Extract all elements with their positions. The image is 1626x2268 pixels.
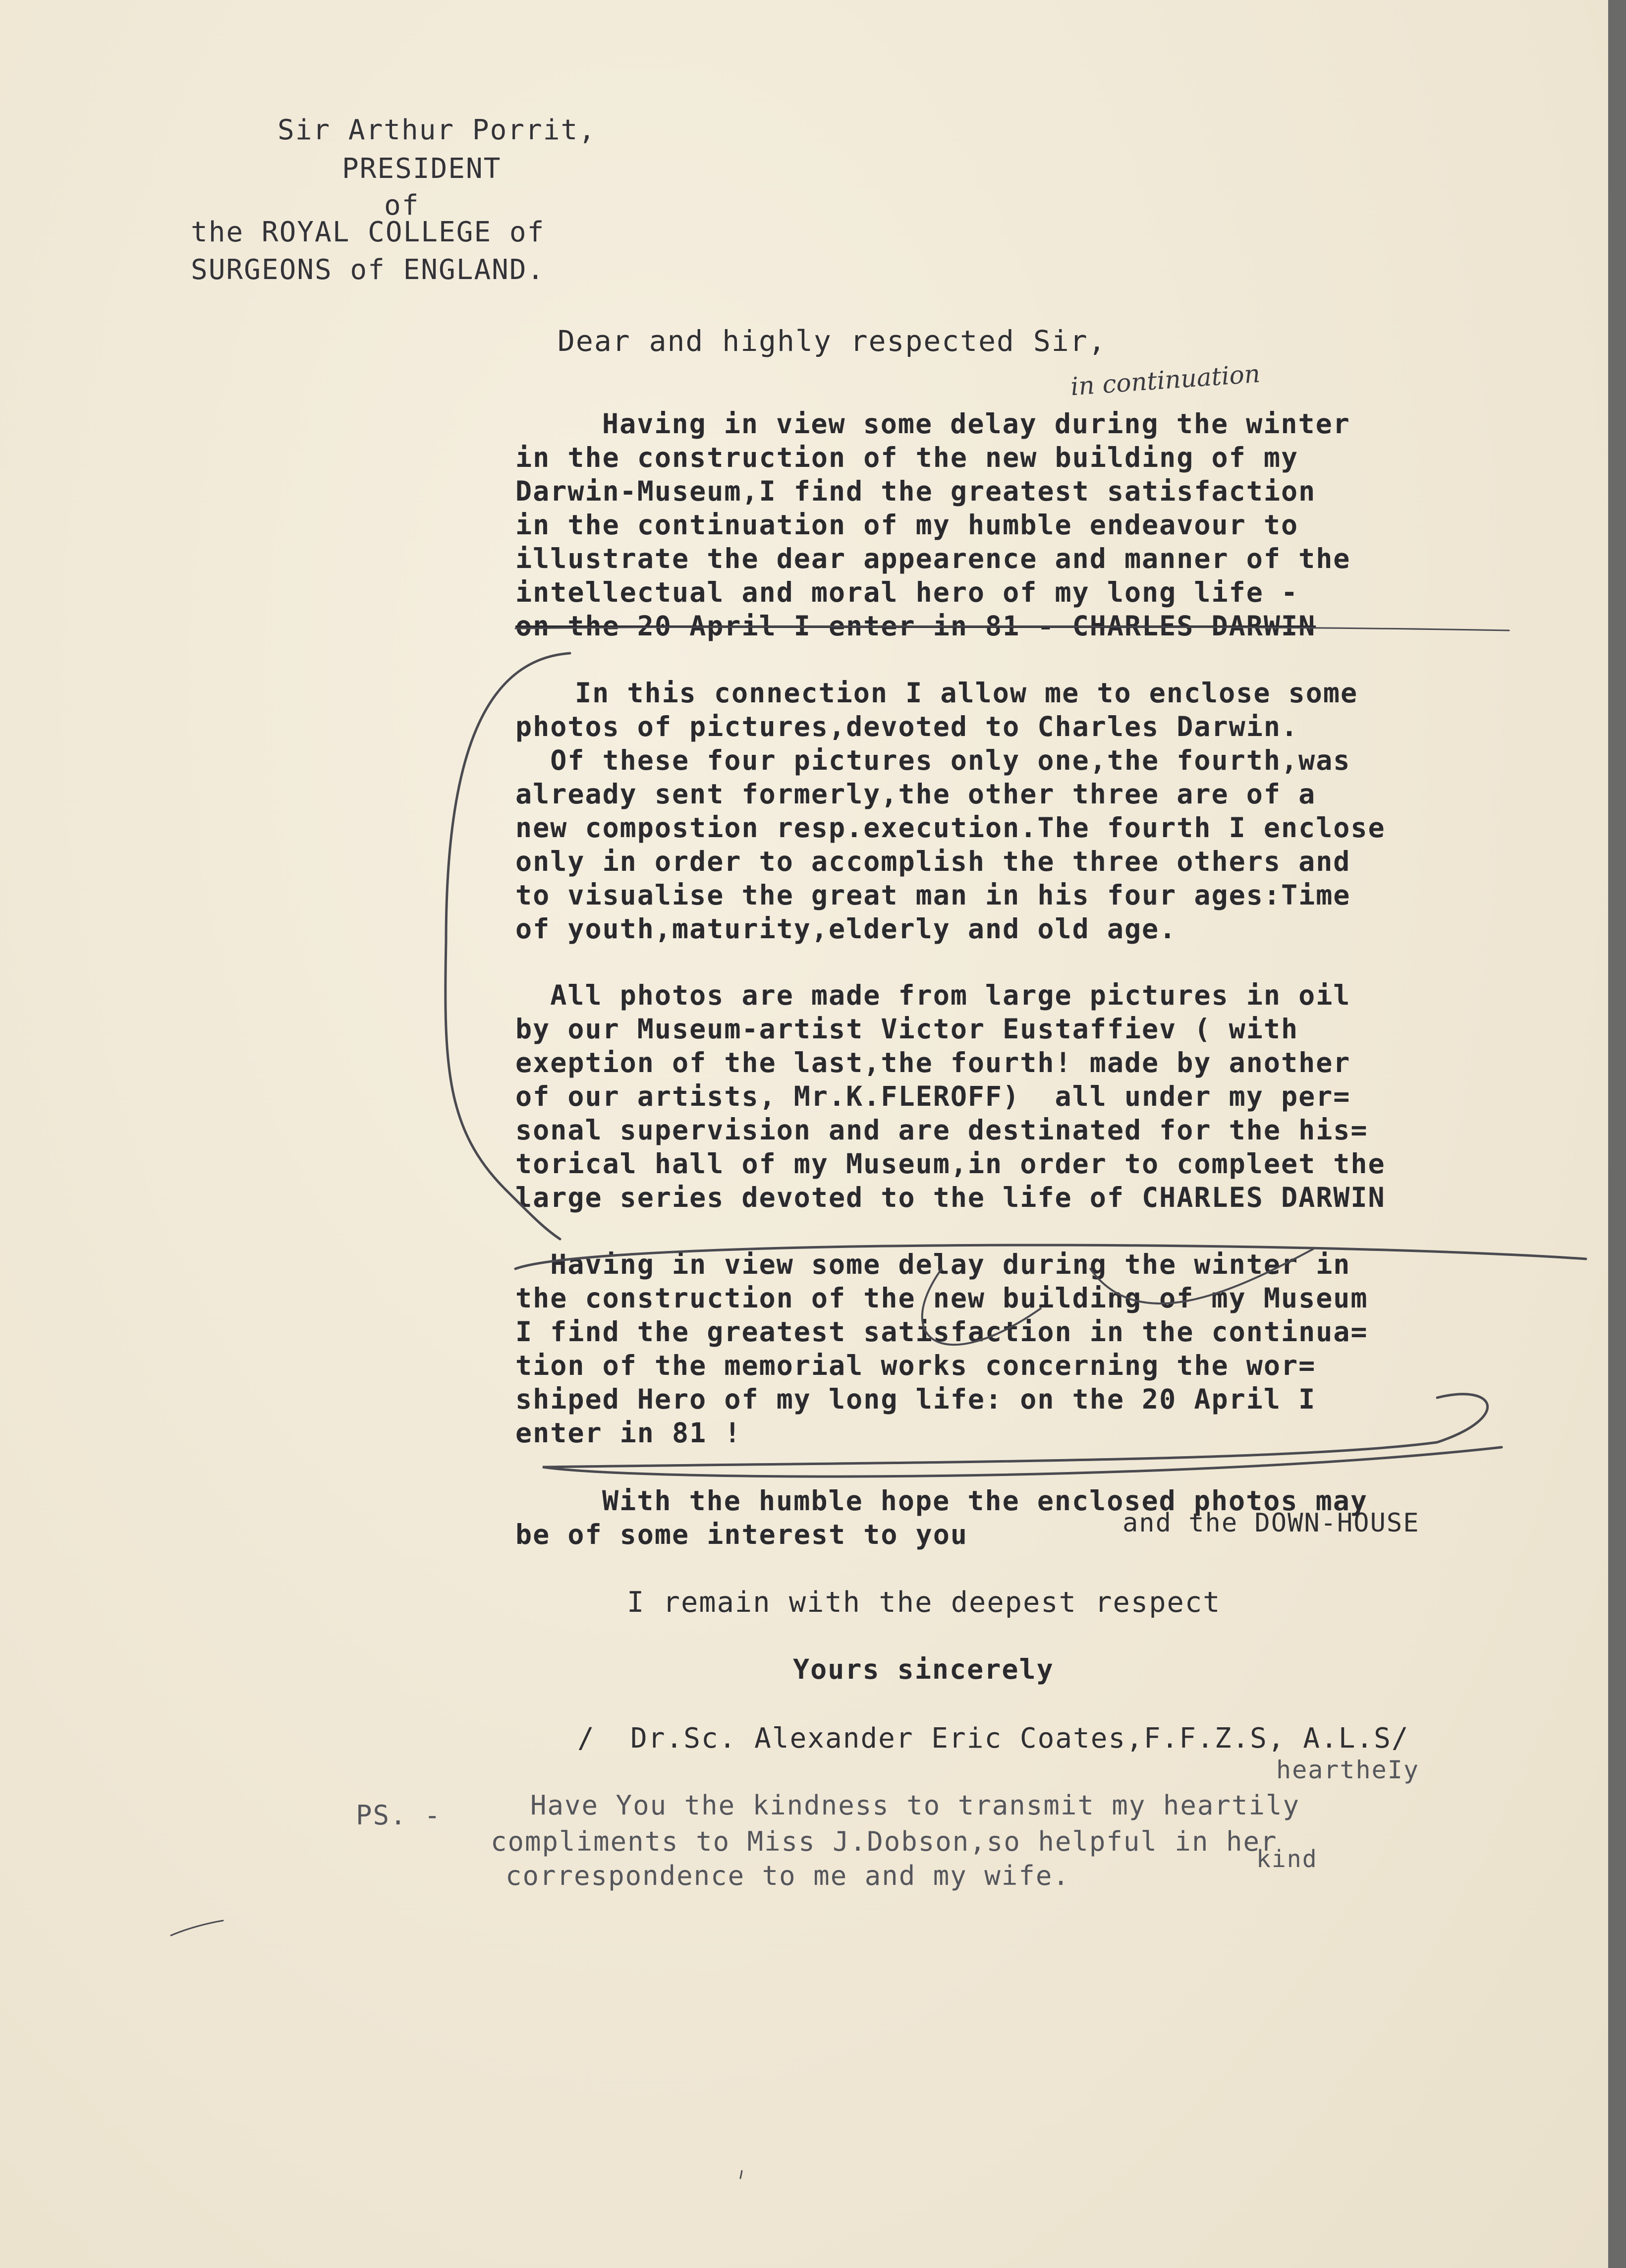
para2-line-1: In this connection I allow me to enclose some xyxy=(575,677,1358,709)
para2-line-6: only in order to accomplish the three others and xyxy=(515,846,1351,877)
para3-line-5: sonal supervision and are destinated for the his= xyxy=(515,1114,1368,1146)
para2-line-2: photos of pictures,devoted to Charles Darwin. xyxy=(515,711,1299,742)
closing-line-2: be of some interest to you xyxy=(515,1519,968,1550)
ps-above-insert: heartheIy xyxy=(1276,1756,1419,1784)
para2-line-5: new compostion resp.execution.The fourth I enclose xyxy=(515,812,1386,844)
para1-line-3: Darwin-Museum,I find the greatest satisfaction xyxy=(515,475,1316,507)
para1-line-1: Having in view some delay during the winter xyxy=(602,408,1350,440)
para2-line-3: Of these four pictures only one,the fourth,was xyxy=(515,744,1351,776)
address-line-5: SURGEONS of ENGLAND. xyxy=(191,254,545,286)
signature-line: / Dr.Sc. Alexander Eric Coates,F.F.Z.S, A.L.S/ xyxy=(577,1722,1409,1755)
closing-yours: Yours sincerely xyxy=(793,1653,1054,1685)
address-line-1: Sir Arthur Porrit, xyxy=(278,114,596,146)
para1-line-6: intellectual and moral hero of my long life - xyxy=(515,576,1299,608)
ps-line-2: compliments to Miss J.Dobson,so helpful in her xyxy=(491,1826,1278,1857)
para1-line-4: in the continuation of my humble endeavour to xyxy=(515,509,1299,541)
para3-line-1: All photos are made from large pictures in oil xyxy=(515,979,1351,1011)
address-line-2: PRESIDENT xyxy=(342,153,502,185)
para3-line-6: torical hall of my Museum,in order to compleet the xyxy=(515,1148,1386,1180)
salutation: Dear and highly respected Sir, xyxy=(558,324,1107,358)
para4-line-2: the construction of the new building of my Museum xyxy=(515,1282,1368,1314)
ps-line-1: Have You the kindness to transmit my heartily xyxy=(530,1790,1300,1821)
ps-kind-insert: kind xyxy=(1256,1845,1318,1873)
para2-line-8: of youth,maturity,elderly and old age. xyxy=(515,913,1177,945)
para2-line-7: to visualise the great man in his four ages:Time xyxy=(515,879,1351,911)
handwritten-insertion: in continuation xyxy=(1069,359,1261,401)
ps-label: PS. - xyxy=(356,1800,442,1831)
address-line-4: the ROYAL COLLEGE of xyxy=(191,216,545,248)
scan-edge xyxy=(1608,0,1626,2268)
address-line-3: of xyxy=(384,189,420,222)
para3-line-3: exeption of the last,the fourth! made by another xyxy=(515,1047,1351,1078)
para4-line-4: tion of the memorial works concerning the wor= xyxy=(515,1350,1316,1381)
para1-line-7: on the 20 April I enter in 81 - CHARLES DARWIN xyxy=(515,610,1316,642)
para3-line-7: large series devoted to the life of CHARLES DARWIN xyxy=(515,1182,1386,1213)
closing-remain: I remain with the deepest respect xyxy=(627,1586,1221,1619)
para1-line-5: illustrate the dear appearence and manner of the xyxy=(515,543,1351,574)
para4-line-6: enter in 81 ! xyxy=(515,1417,742,1449)
ps-line-3: correspondence to me and my wife. xyxy=(505,1860,1070,1891)
para2-line-4: already sent formerly,the other three are of a xyxy=(515,778,1316,810)
closing-line-1: With the humble hope the enclosed photos may xyxy=(602,1485,1368,1517)
para4-line-5: shiped Hero of my long life: on the 20 April I xyxy=(515,1383,1316,1415)
para3-line-4: of our artists, Mr.K.FLEROFF) all under my per= xyxy=(515,1080,1351,1112)
para3-line-2: by our Museum-artist Victor Eustaffiev ( with xyxy=(515,1013,1299,1045)
para4-line-1: Having in view some delay during the winter in xyxy=(515,1248,1351,1280)
para1-line-2: in the construction of the new building of my xyxy=(515,442,1299,473)
para4-line-3: I find the greatest satisfaction in the continua= xyxy=(515,1316,1368,1348)
closing-down-house: and the DOWN-HOUSE xyxy=(1122,1508,1420,1538)
